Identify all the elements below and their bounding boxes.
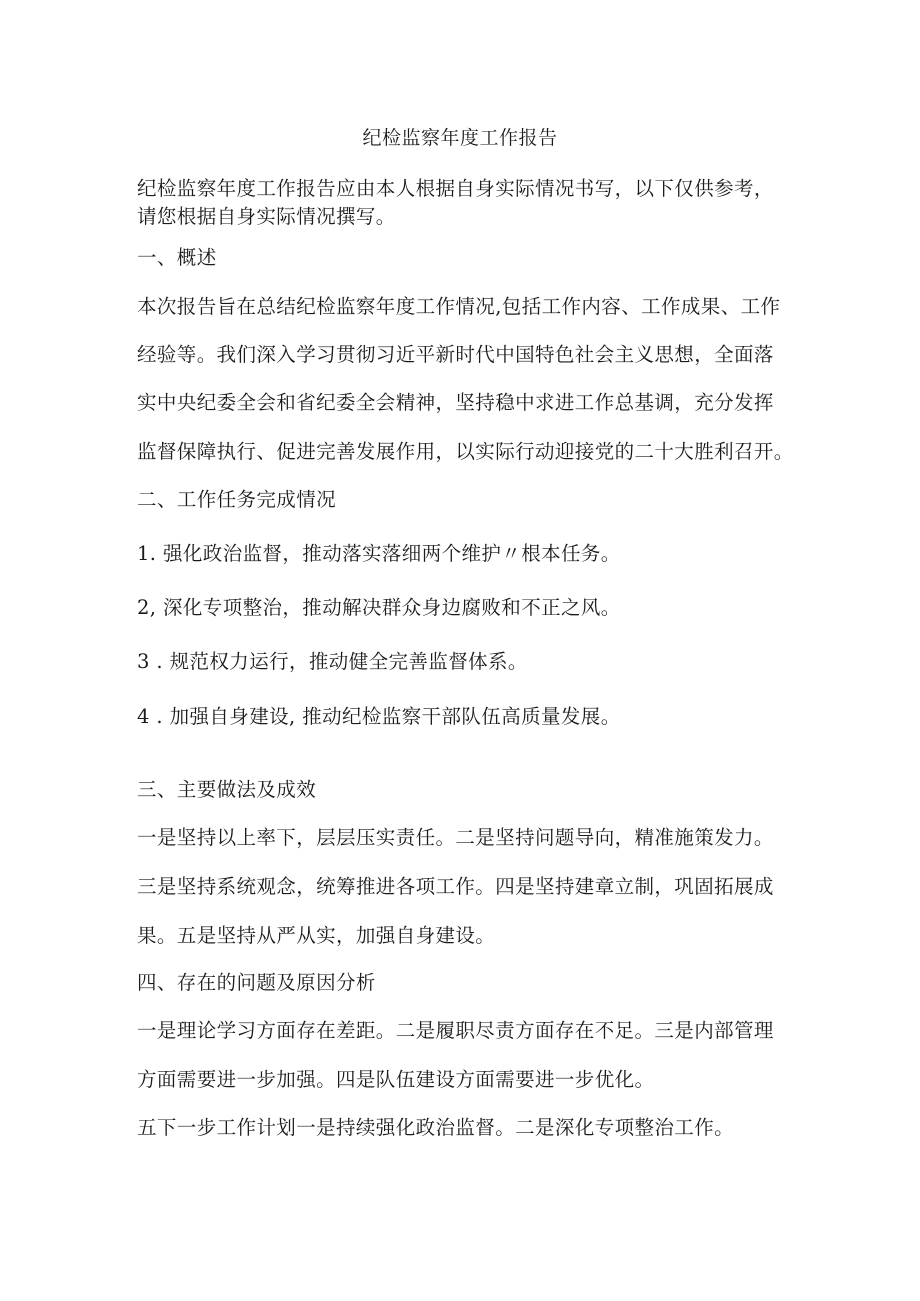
list-item: 2, 深化专项整治，推动解决群众身边腐败和不正之风。 <box>137 596 621 619</box>
intro-line: 纪检监察年度工作报告应由本人根据自身实际情况书写，以下仅供参考， <box>137 177 774 200</box>
list-item: 3 . 规范权力运行，推动健全完善监督体系。 <box>137 650 528 673</box>
list-item: 1. 强化政治监督，推动落实落细两个维护〃根本任务。 <box>137 542 621 565</box>
section-heading-overview: 一、概述 <box>137 246 217 269</box>
paragraph-line: 监督保障执行、促进完善发展作用，以实际行动迎接党的二十大胜利召开。 <box>137 440 794 463</box>
section-heading-tasks: 二、工作任务完成情况 <box>137 488 337 511</box>
paragraph-line: 一是坚持以上率下，层层压实责任。二是坚持问题导向，精准施策发力。 <box>137 826 774 849</box>
section-heading-problems: 四、存在的问题及原因分析 <box>137 971 376 994</box>
paragraph-line: 本次报告旨在总结纪检监察年度工作情况,包括工作内容、工作成果、工作 <box>137 295 781 318</box>
section-heading-practices: 三、主要做法及成效 <box>137 778 317 801</box>
paragraph-line: 果。五是坚持从严从实，加强自身建设。 <box>137 924 496 947</box>
paragraph-line: 三是坚持系统观念，统筹推进各项工作。四是坚持建章立制，巩固拓展成 <box>137 875 774 898</box>
intro-line: 请您根据自身实际情况撰写。 <box>137 205 396 228</box>
paragraph-line-next-steps: 五下一步工作计划一是持续强化政治监督。二是深化专项整治工作。 <box>137 1116 735 1139</box>
list-item: 4 . 加强自身建设, 推动纪检监察干部队伍高质量发展。 <box>137 705 621 728</box>
document-title: 纪检监察年度工作报告 <box>362 127 558 149</box>
paragraph-line: 经验等。我们深入学习贯彻习近平新时代中国特色社会主义思想，全面落 <box>137 343 774 366</box>
paragraph-line: 方面需要进一步加强。四是队伍建设方面需要进一步优化。 <box>137 1068 655 1091</box>
paragraph-line: 一是理论学习方面存在差距。二是履职尽责方面存在不足。三是内部管理 <box>137 1019 774 1042</box>
paragraph-line: 实中央纪委全会和省纪委全会精神，坚持稳中求进工作总基调，充分发挥 <box>137 391 774 414</box>
